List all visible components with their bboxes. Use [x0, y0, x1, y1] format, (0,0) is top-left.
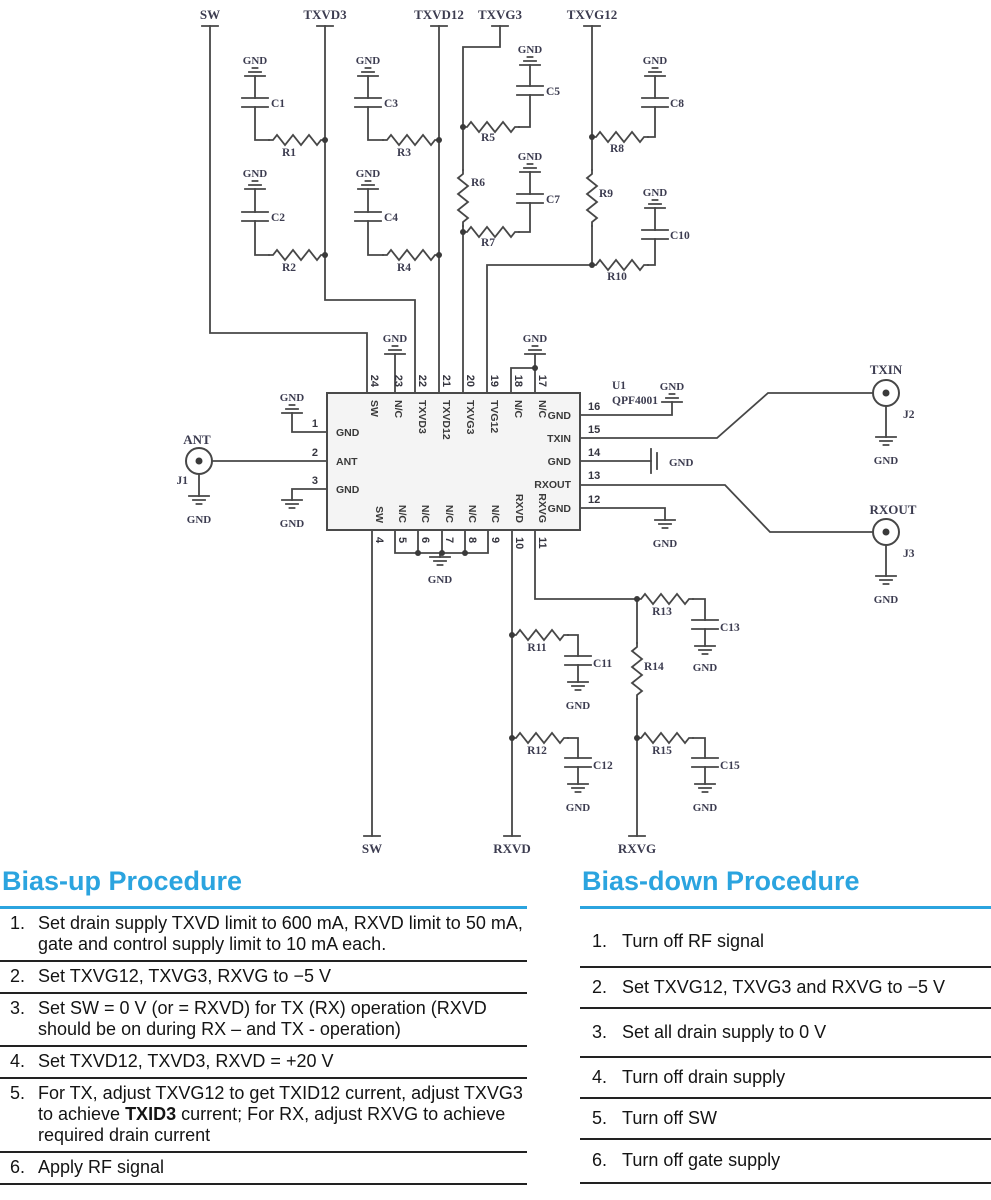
ic-left-pins	[312, 418, 360, 496]
label-C13: C13	[720, 622, 740, 634]
step-text: Set drain supply TXVD limit to 600 mA, RXVD limit to 50 mA, gate and control supply limit to 10 mA each.	[38, 913, 523, 954]
ground-icon	[430, 557, 450, 565]
gnd-label: GND	[642, 187, 668, 199]
resistor-R9	[587, 170, 597, 226]
port-txvd12: TXVD12	[414, 7, 464, 22]
pin-number: 16	[588, 401, 601, 413]
capacitor-C5	[517, 86, 543, 95]
gnd-label: GND	[517, 44, 543, 56]
capacitor-C13	[692, 620, 718, 629]
step-text: Set SW = 0 V (or = RXVD) for TX (RX) operation (RXVD should be on during RX – and TX - operation)	[38, 998, 487, 1039]
bias-up-step-5	[0, 1079, 527, 1153]
capacitor-C1	[242, 98, 268, 107]
step-text: Apply RF signal	[38, 1157, 165, 1177]
step-text: Turn off drain supply	[622, 1067, 786, 1087]
capacitor-C8	[642, 98, 668, 107]
label-R3: R3	[396, 147, 412, 159]
bias-down-procedure	[580, 866, 991, 1185]
label-R1: R1	[281, 147, 297, 159]
resistor-R12	[512, 733, 568, 743]
label-R5: R5	[480, 132, 496, 144]
pin-number: 6	[419, 537, 431, 544]
label-C15: C15	[720, 760, 740, 772]
label-R9: R9	[599, 188, 614, 200]
resistor-R2	[269, 250, 325, 260]
pin-number: 1	[311, 418, 318, 430]
pin-name: SW	[368, 400, 380, 417]
ground-icon	[282, 405, 302, 413]
pin-name: TXVD3	[416, 400, 428, 434]
label-C4: C4	[384, 212, 399, 224]
ground-icon	[568, 682, 588, 690]
step-text	[38, 1083, 527, 1146]
bias-up-procedure	[0, 866, 527, 1185]
capacitor-C10	[642, 230, 668, 239]
resistor-R4	[383, 250, 439, 260]
gnd-label: GND	[355, 168, 381, 180]
pin-number: 2	[311, 447, 318, 459]
pin-number: 3	[311, 475, 318, 487]
bias-down-step-1	[580, 909, 991, 968]
capacitor-C4	[355, 212, 381, 221]
resistor-R13	[637, 594, 693, 604]
capacitor-C2	[242, 212, 268, 221]
ground-icon	[655, 520, 675, 528]
label-U1: U1	[612, 380, 627, 392]
gnd-label: GND	[692, 662, 718, 674]
step-number: 6.	[10, 1157, 26, 1177]
pin-number: 8	[466, 537, 478, 544]
ground-icon	[245, 68, 265, 76]
label-J1: J1	[176, 475, 188, 487]
label-R6: R6	[471, 177, 486, 189]
gnd-label: GND	[565, 700, 591, 712]
pin-number: 19	[488, 374, 500, 387]
gnd-label: GND	[642, 55, 668, 67]
label-C5: C5	[546, 86, 561, 98]
label-part-number: QPF4001	[612, 395, 658, 407]
gnd-label: GND	[522, 333, 548, 345]
bias-up-step-2	[0, 962, 527, 994]
bias-up-title: Bias-up Procedure	[0, 866, 527, 909]
label-R12: R12	[527, 745, 547, 757]
pin-number: 23	[392, 374, 404, 387]
gnd-label: GND	[242, 168, 268, 180]
ground-icon	[662, 394, 682, 402]
resistor-R15	[637, 733, 693, 743]
label-R14: R14	[644, 661, 664, 673]
port-txvd3: TXVD3	[303, 7, 347, 22]
gnd-label: GND	[279, 518, 305, 530]
ground-icon	[520, 164, 540, 172]
step-number: 5.	[592, 1108, 608, 1128]
ground-icon	[245, 181, 265, 189]
gnd-label: GND	[186, 514, 212, 526]
label-R10: R10	[607, 271, 627, 283]
gnd-label: GND	[565, 802, 591, 814]
resistor-R6	[458, 170, 468, 226]
step-text: Set TXVD12, TXVD3, RXVD = +20 V	[38, 1051, 334, 1071]
step-number: 4.	[10, 1051, 26, 1071]
gnd-label: GND	[242, 55, 268, 67]
pin-name: GND	[336, 427, 360, 439]
connector-J1	[186, 448, 212, 474]
bias-up-step-4	[0, 1047, 527, 1079]
ground-icon	[282, 500, 302, 508]
resistor-R3	[383, 135, 439, 145]
bias-down-step-4	[580, 1058, 991, 1099]
label-ant: ANT	[183, 432, 211, 447]
pin-number: 17	[536, 374, 548, 387]
pin-name: ANT	[336, 456, 358, 468]
bias-down-step-5	[580, 1099, 991, 1140]
gnd-label: GND	[659, 381, 685, 393]
pin-name: N/C	[466, 504, 478, 523]
step-number: 2.	[592, 977, 608, 997]
capacitor-C3	[355, 98, 381, 107]
step-text: Turn off RF signal	[622, 931, 765, 951]
pin-name: TXVG3	[464, 400, 476, 435]
label-C3: C3	[384, 98, 399, 110]
bias-up-step-6	[0, 1153, 527, 1185]
bias-down-step-3	[580, 1009, 991, 1058]
resistor-R7	[463, 227, 519, 237]
ground-icon	[876, 576, 896, 584]
pin-name: RXVG	[536, 493, 548, 523]
pin-name: RXVD	[513, 493, 525, 523]
label-R7: R7	[480, 237, 496, 249]
ground-icon	[695, 646, 715, 654]
step-number: 1.	[10, 913, 26, 933]
step-number: 1.	[592, 931, 608, 951]
port-sw-bottom: SW	[361, 841, 383, 856]
bias-down-title: Bias-down Procedure	[580, 866, 991, 909]
step-text-a: For TX, adjust TXVG12 to get TXID12 current, adjust TXVG3 to achieve	[38, 1083, 523, 1124]
resistor-R10	[592, 260, 648, 270]
resistor-R14	[632, 643, 642, 699]
pin-number: 22	[416, 374, 428, 387]
label-C1: C1	[271, 98, 286, 110]
port-sw-top: SW	[199, 7, 221, 22]
pin-name: N/C	[512, 400, 524, 419]
gnd-label: GND	[652, 538, 678, 550]
pin-name: GND	[336, 484, 360, 496]
step-text: Turn off gate supply	[622, 1150, 781, 1170]
step-text: Set TXVG12, TXVG3 and RXVG to −5 V	[622, 977, 946, 997]
pin-number: 9	[489, 537, 501, 544]
ground-icon	[568, 784, 588, 792]
label-txin: TXIN	[869, 362, 903, 377]
step-number: 4.	[592, 1067, 608, 1087]
step-number: 2.	[10, 966, 26, 986]
connector-J2	[873, 380, 899, 406]
step-text-bold: TXID3	[125, 1104, 177, 1124]
step-text: Set all drain supply to 0 V	[622, 1022, 827, 1042]
pin-name: N/C	[536, 400, 548, 419]
label-R2: R2	[281, 262, 297, 274]
label-C10: C10	[670, 230, 690, 242]
pin-name: GND	[547, 410, 571, 422]
ground-icon	[525, 346, 545, 354]
ground-icon	[520, 57, 540, 65]
pin-name: SW	[373, 506, 385, 523]
step-number: 3.	[10, 998, 26, 1018]
step-text-b: current; For RX, adjust RXVG to achieve required drain current	[38, 1104, 506, 1145]
resistor-R8	[592, 132, 648, 142]
step-number: 3.	[592, 1022, 608, 1042]
pin-name: N/C	[443, 504, 455, 523]
pin-name: GND	[547, 503, 571, 515]
pin-number: 10	[513, 537, 525, 550]
bias-down-step-6	[580, 1140, 991, 1184]
pin-name: TXVD12	[440, 400, 452, 440]
gnd-label: GND	[355, 55, 381, 67]
gnd-label: GND	[427, 574, 453, 586]
procedures-section	[0, 866, 991, 1185]
pin-number: 12	[588, 494, 601, 506]
pin-number: 15	[588, 424, 601, 436]
label-J2: J2	[903, 409, 915, 421]
label-C2: C2	[271, 212, 286, 224]
connector-J3	[873, 519, 899, 545]
pin-name: GND	[547, 456, 571, 468]
decoupling-network-wires	[255, 65, 655, 265]
pin-name: TVG12	[488, 400, 500, 434]
port-txvg3: TXVG3	[477, 7, 523, 22]
port-rxvg: RXVG	[617, 841, 657, 856]
resistor-R11	[512, 630, 568, 640]
ground-icon	[189, 496, 209, 504]
pin-number: 11	[536, 537, 548, 549]
gnd-label: GND	[517, 151, 543, 163]
gnd-label: GND	[279, 392, 305, 404]
gnd-label: GND	[873, 594, 899, 606]
pin-number: 7	[443, 537, 455, 544]
ground-icon	[645, 200, 665, 208]
pin-name: RXOUT	[534, 479, 571, 491]
label-R4: R4	[396, 262, 412, 274]
pin-number: 5	[396, 537, 408, 544]
bottom-wires	[372, 530, 705, 836]
ground-icon	[358, 68, 378, 76]
ground-icon	[876, 437, 896, 445]
pin-number: 13	[588, 470, 601, 482]
step-number: 6.	[592, 1150, 608, 1170]
gnd-label: GND	[873, 455, 899, 467]
label-J3: J3	[903, 548, 915, 560]
ground-icon	[695, 784, 715, 792]
step-number: 5.	[10, 1083, 26, 1103]
label-R15: R15	[652, 745, 672, 757]
label-C11: C11	[593, 658, 613, 670]
pin-name: TXIN	[547, 433, 571, 445]
pin-name: N/C	[419, 504, 431, 523]
pin-number: 4	[373, 537, 385, 544]
ground-icon	[385, 346, 405, 354]
pin-name: N/C	[396, 504, 408, 523]
port-rxvd: RXVD	[493, 841, 531, 856]
ground-icon	[645, 68, 665, 76]
label-C8: C8	[670, 98, 685, 110]
capacitor-C7	[517, 194, 543, 203]
gnd-label: GND	[692, 802, 718, 814]
capacitor-C15	[692, 758, 718, 767]
bias-up-step-1	[0, 909, 527, 962]
step-text: Turn off SW	[622, 1108, 718, 1128]
port-txvg12: TXVG12	[566, 7, 618, 22]
label-R13: R13	[652, 606, 672, 618]
label-R11: R11	[527, 642, 547, 654]
resistor-R5	[463, 122, 519, 132]
label-R8: R8	[609, 143, 625, 155]
ground-icon	[358, 181, 378, 189]
label-C12: C12	[593, 760, 613, 772]
capacitor-C11	[565, 656, 591, 665]
pin-name: N/C	[392, 400, 404, 419]
label-C7: C7	[546, 194, 561, 206]
label-rxout: RXOUT	[869, 502, 917, 517]
pin-number: 20	[464, 374, 476, 387]
pin-number: 21	[440, 374, 452, 387]
pin-number: 14	[588, 447, 601, 459]
pin-number: 18	[512, 374, 524, 387]
pin-name: N/C	[489, 504, 501, 523]
bias-down-step-2	[580, 968, 991, 1009]
resistor-R1	[269, 135, 325, 145]
gnd-label: GND	[669, 457, 694, 469]
gnd-label: GND	[382, 333, 408, 345]
step-text: Set TXVG12, TXVG3, RXVG to −5 V	[38, 966, 331, 986]
capacitor-C12	[565, 758, 591, 767]
pin-number: 24	[368, 374, 380, 387]
bias-up-step-3	[0, 994, 527, 1047]
